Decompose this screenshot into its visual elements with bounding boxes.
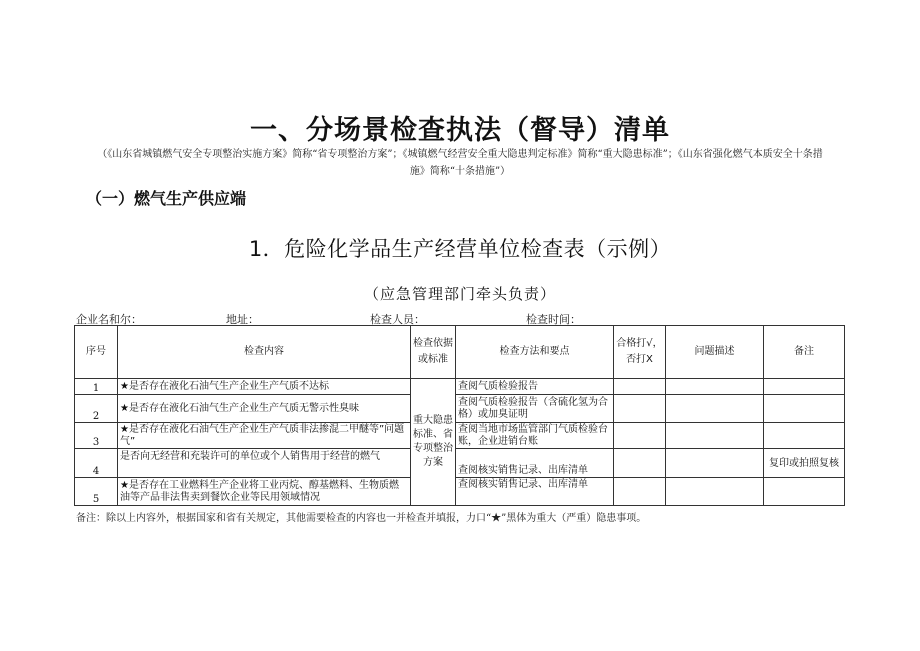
abbreviation-note: [60, 146, 860, 180]
row-result-cell[interactable]: [614, 478, 666, 506]
row-content: ★是否存在液化石油气生产企业生产气质不达标: [118, 379, 411, 395]
table-row: [75, 449, 845, 478]
section-heading: （一）燃气生产供应端: [86, 189, 247, 208]
table-row: [75, 423, 845, 449]
checklist-table: [74, 325, 845, 506]
inspector-label: 检查人员：: [370, 313, 425, 326]
column-header-result: 合格打√，否打X: [614, 326, 666, 379]
table-row: [75, 478, 845, 506]
row-remark[interactable]: 复印或拍照复核: [764, 449, 845, 478]
row-method: 查阅核实销售记录、出库清单: [456, 478, 614, 506]
row-problem-cell[interactable]: [666, 423, 764, 449]
row-content: ★是否存在工业燃料生产企业将工业丙烷、醇基燃料、生物质燃油等产品非法售卖到餐饮企业等民用领域情况: [118, 478, 411, 506]
column-header-remark: 备注: [764, 326, 845, 379]
row-method: 查阅核实销售记录、出库清单: [456, 449, 614, 478]
column-header-problem: 问题描述: [666, 326, 764, 379]
row-result-cell[interactable]: [614, 423, 666, 449]
row-method: 查阅气质检验报告（含硫化氢为合格）或加臭证明: [456, 395, 614, 423]
column-header-method: 检查方法和要点: [456, 326, 614, 379]
row-method: 查阅当地市场监管部门气质检验台账，企业进销台账: [456, 423, 614, 449]
row-content: ★是否存在液化石油气生产企业生产气质非法掺混二甲醚等”问题气”: [118, 423, 411, 449]
row-result-cell[interactable]: [614, 379, 666, 395]
row-remark[interactable]: [764, 423, 845, 449]
row-remark[interactable]: [764, 379, 845, 395]
table-row: [75, 395, 845, 423]
abbreviation-note-line-2: 施》简称“十条措施”）: [409, 166, 511, 177]
address-label: 地址：: [226, 313, 259, 326]
abbreviation-note-line-1: （《山东省城镇燃气安全专项整治实施方案》简称“省专项整治方案”；《城镇燃气经营安全重大隐患判定标准》简称“重大隐患标准”；《山东省强化燃气本质安全十条措: [97, 149, 823, 160]
row-no: 3: [75, 423, 118, 449]
row-problem-cell[interactable]: [666, 449, 764, 478]
column-header-no: 序号: [75, 326, 118, 379]
inspection-time-label: 检查时间：: [526, 313, 581, 326]
row-result-cell[interactable]: [614, 449, 666, 478]
row-no: 2: [75, 395, 118, 423]
column-header-content: 检查内容: [118, 326, 411, 379]
table-title: 1．危险化学品生产经营单位检查表（示例）: [248, 237, 672, 261]
row-problem-cell[interactable]: [666, 379, 764, 395]
page-heading: 一、分场景检查执法（督导）清单: [250, 115, 670, 146]
row-content: ★是否存在液化石油气生产企业生产气质无警示性臭味: [118, 395, 411, 423]
table-row: [75, 379, 845, 395]
row-no: 1: [75, 379, 118, 395]
row-method: 查阅气质检验报告: [456, 379, 614, 395]
row-no: 4: [75, 449, 118, 478]
table-header-row: [75, 326, 845, 379]
row-remark[interactable]: [764, 395, 845, 423]
row-problem-cell[interactable]: [666, 395, 764, 423]
row-problem-cell[interactable]: [666, 478, 764, 506]
company-name-label: 企业名和尔：: [76, 313, 142, 326]
row-result-cell[interactable]: [614, 395, 666, 423]
row-remark[interactable]: [764, 478, 845, 506]
column-header-basis: 检查依据或标准: [411, 326, 456, 379]
row-content: 是否向无经营和充装许可的单位或个人销售用于经营的燃气: [118, 449, 411, 478]
table-footnote: 备注：除以上内容外，根据国家和省有关规定，其他需要检查的内容也一并检查并填报，力口“★”黑体为重大（严重）隐患事项。: [76, 513, 647, 524]
row-basis-merged: 重大隐患标准、省专项整治方案: [411, 379, 456, 506]
row-no: 5: [75, 478, 118, 506]
table-subtitle: （应急管理部门牵头负责）: [363, 285, 556, 303]
